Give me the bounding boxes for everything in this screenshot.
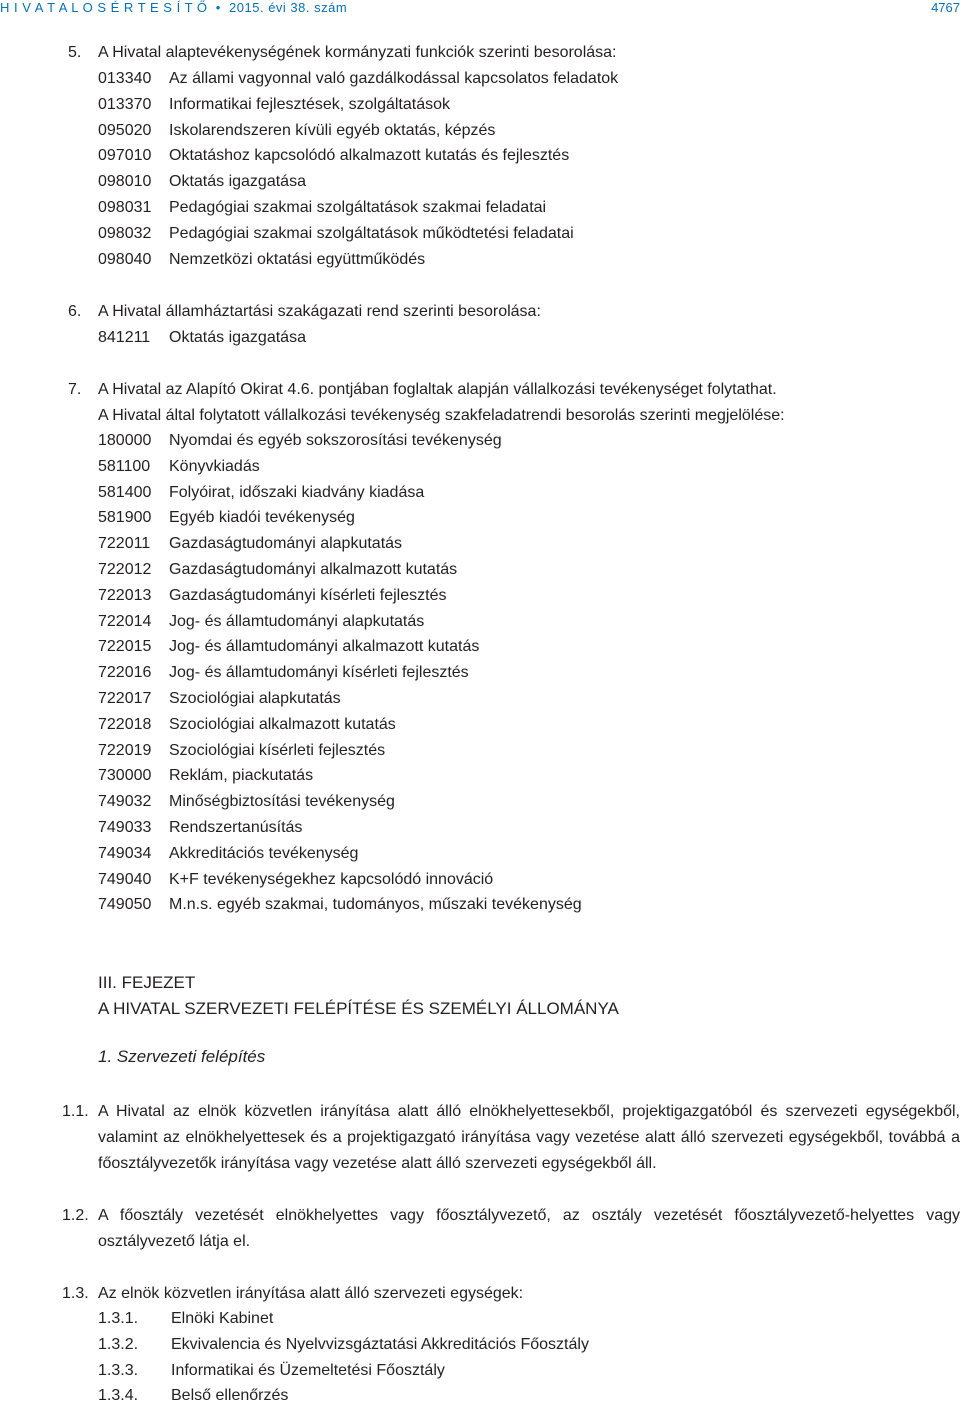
list-item (98, 763, 582, 789)
item-label: Jog- és államtudományi kísérleti fejlesztés (169, 664, 469, 682)
paragraph-number: 1.2. (62, 1207, 89, 1224)
item-label: Iskolarendszeren kívüli egyéb oktatás, képzés (169, 121, 496, 139)
list-item (98, 325, 306, 351)
header-bullet: • (211, 0, 225, 15)
list-item (98, 143, 618, 169)
item-code: 013370 (98, 95, 152, 113)
item-code: 749050 (98, 896, 152, 914)
section-6-heading (68, 299, 541, 325)
item-label: Gazdaságtudományi alkalmazott kutatás (169, 560, 458, 578)
section-number: 6. (68, 303, 82, 320)
paragraph-number: 1.3. (62, 1285, 89, 1302)
item-code: 722018 (98, 715, 152, 733)
list-item (98, 557, 582, 583)
list-item (98, 505, 582, 531)
list-item (98, 634, 582, 660)
item-code: 722016 (98, 664, 152, 682)
item-label: Szociológiai alkalmazott kutatás (169, 715, 396, 733)
item-label: Gazdaságtudományi alapkutatás (169, 535, 403, 553)
item-code: 722013 (98, 586, 152, 604)
item-code: 1.3.2. (98, 1335, 139, 1353)
list-item (98, 428, 582, 454)
list-item (98, 480, 582, 506)
item-label: Nyomdai és egyéb sokszorosítási tevékenység (169, 432, 502, 449)
list-item (98, 247, 618, 273)
section-title: A Hivatal az Alapító Okirat 4.6. pontjában foglaltak alapján vállalkozási tevékenységet folytathat. (98, 381, 777, 398)
paragraph-1-3: Az elnök közvetlen irányítása alatt álló szervezeti egységek: (98, 1285, 524, 1302)
item-code: 098032 (98, 224, 152, 242)
item-code: 749032 (98, 793, 152, 811)
item-label: Oktatás igazgatása (169, 329, 306, 346)
section-title: A Hivatal államháztartási szakágazati rend szerinti besorolása: (98, 303, 541, 320)
list-item (98, 789, 582, 815)
list-item (98, 1332, 589, 1358)
list-item (98, 118, 618, 144)
enterprise-activity-list (98, 428, 582, 918)
item-code: 749040 (98, 870, 152, 888)
list-item (98, 66, 618, 92)
list-item (98, 1358, 589, 1384)
item-code: 098010 (98, 173, 152, 191)
item-label: M.n.s. egyéb szakmai, tudományos, műszaki tevékenység (169, 896, 582, 914)
item-label: Belső ellenőrzés (171, 1387, 289, 1405)
running-header (0, 0, 960, 20)
item-label: Egyéb kiadói tevékenység (169, 509, 355, 527)
section-title: A Hivatal alaptevékenységének kormányzati funkciók szerinti besorolása: (98, 44, 617, 61)
section-7-subtitle: A Hivatal által folytatott vállalkozási tevékenység szakfeladatrendi besorolás szerinti megjelölése: (98, 407, 785, 424)
list-item (98, 815, 582, 841)
item-code: 581400 (98, 483, 152, 501)
list-item (98, 660, 582, 686)
list-item (98, 531, 582, 557)
list-item (98, 583, 582, 609)
item-code: 1.3.1. (98, 1310, 139, 1327)
list-item (98, 712, 582, 738)
item-label: Szociológiai alapkutatás (169, 689, 341, 707)
list-item (98, 92, 618, 118)
item-code: 098040 (98, 250, 152, 268)
item-code: 722014 (98, 612, 152, 630)
section-number: 7. (68, 381, 82, 398)
list-item (98, 454, 582, 480)
item-code: 097010 (98, 147, 152, 165)
item-code: 722011 (98, 535, 151, 553)
list-item (98, 686, 582, 712)
list-item (98, 841, 582, 867)
unit-list (98, 1306, 589, 1409)
item-label: Folyóirat, időszaki kiadvány kiadása (169, 483, 425, 501)
subsection-title: 1. Szervezeti felépítés (98, 1047, 266, 1066)
item-label: Oktatáshoz kapcsolódó alkalmazott kutatás és fejlesztés (169, 147, 570, 165)
list-item (98, 195, 618, 221)
item-label: Akkreditációs tevékenység (169, 844, 359, 862)
item-label: Informatikai fejlesztések, szolgáltatások (169, 95, 451, 113)
item-code: 749033 (98, 818, 152, 836)
item-label: Ekvivalencia és Nyelvvizsgáztatási Akkreditációs Főosztály (171, 1335, 589, 1353)
list-item (98, 892, 582, 918)
journal-title (0, 0, 347, 15)
item-label: Minőségbiztosítási tevékenység (169, 793, 395, 811)
item-label: Szociológiai kísérleti fejlesztés (169, 741, 386, 759)
list-item (98, 867, 582, 893)
chapter-title: A HIVATAL SZERVEZETI FELÉPÍTÉSE ÉS SZEMÉLYI ÁLLOMÁNYA (98, 999, 619, 1018)
paragraph-1-1: A Hivatal az elnök közvetlen irányítása alatt álló elnökhelyettesekből, projektigazgatóból és szervezeti egységekből, valamint az elnökhelyettesek és a projektigazgató irányítása vagy vezetése alatt álló szervezeti egységekből, továbbá a főosztályvezetők irányítása vagy vezetése alatt álló szervezeti egységekből áll. (98, 1103, 960, 1172)
item-code: 722017 (98, 689, 152, 707)
item-code: 749034 (98, 844, 152, 862)
item-label: Oktatás igazgatása (169, 173, 306, 191)
item-label: Elnöki Kabinet (171, 1310, 274, 1327)
item-code: 581100 (98, 457, 151, 475)
item-label: Informatikai és Üzemeltetési Főosztály (171, 1361, 445, 1379)
section-number: 5. (68, 44, 82, 61)
chapter-label: III. FEJEZET (98, 973, 196, 992)
section-7-heading (68, 377, 777, 403)
list-item (98, 738, 582, 764)
item-label: Könyvkiadás (169, 457, 260, 475)
section-5-heading (68, 40, 617, 66)
list-item (98, 609, 582, 635)
list-item (98, 1306, 589, 1332)
item-code: 722019 (98, 741, 152, 759)
item-label: Rendszertanúsítás (169, 818, 303, 836)
item-label: Pedagógiai szakmai szolgáltatások működtetési feladatai (169, 224, 574, 242)
item-code: 722012 (98, 560, 152, 578)
functional-classification-list (98, 66, 618, 272)
item-label: Nemzetközi oktatási együttműködés (169, 250, 426, 268)
item-code: 098031 (98, 198, 152, 216)
page-number: 4767 (931, 0, 960, 15)
list-item (98, 169, 618, 195)
item-code: 730000 (98, 767, 152, 785)
list-item (98, 221, 618, 247)
item-label: Pedagógiai szakmai szolgáltatások szakmai feladatai (169, 198, 547, 216)
item-label: Az állami vagyonnal való gazdálkodással kapcsolatos feladatok (169, 70, 619, 87)
item-code: 722015 (98, 638, 152, 656)
item-label: Jog- és államtudományi alapkutatás (169, 612, 425, 630)
item-code: 841211 (98, 329, 151, 346)
item-code: 013340 (98, 70, 152, 87)
item-code: 180000 (98, 432, 152, 449)
item-label: K+F tevékenységekhez kapcsolódó innováció (169, 870, 494, 888)
item-code: 581900 (98, 509, 152, 527)
item-code: 1.3.4. (98, 1387, 139, 1405)
item-label: Gazdaságtudományi kísérleti fejlesztés (169, 586, 447, 604)
item-label: Jog- és államtudományi alkalmazott kutatás (169, 638, 480, 656)
journal-name: H I V A T A L O S É R T E S Í T Ő (0, 0, 208, 15)
issue-label: 2015. évi 38. szám (229, 0, 348, 15)
item-code: 1.3.3. (98, 1361, 139, 1379)
item-label: Reklám, piackutatás (169, 767, 314, 785)
item-code: 095020 (98, 121, 152, 139)
paragraph-number: 1.1. (62, 1103, 89, 1120)
paragraph-1-2: A főosztály vezetését elnökhelyettes vagy főosztályvezető, az osztály vezetését főosztályvezető-helyettes vagy osztályvezető látja el. (98, 1207, 960, 1250)
list-item (98, 1383, 589, 1409)
